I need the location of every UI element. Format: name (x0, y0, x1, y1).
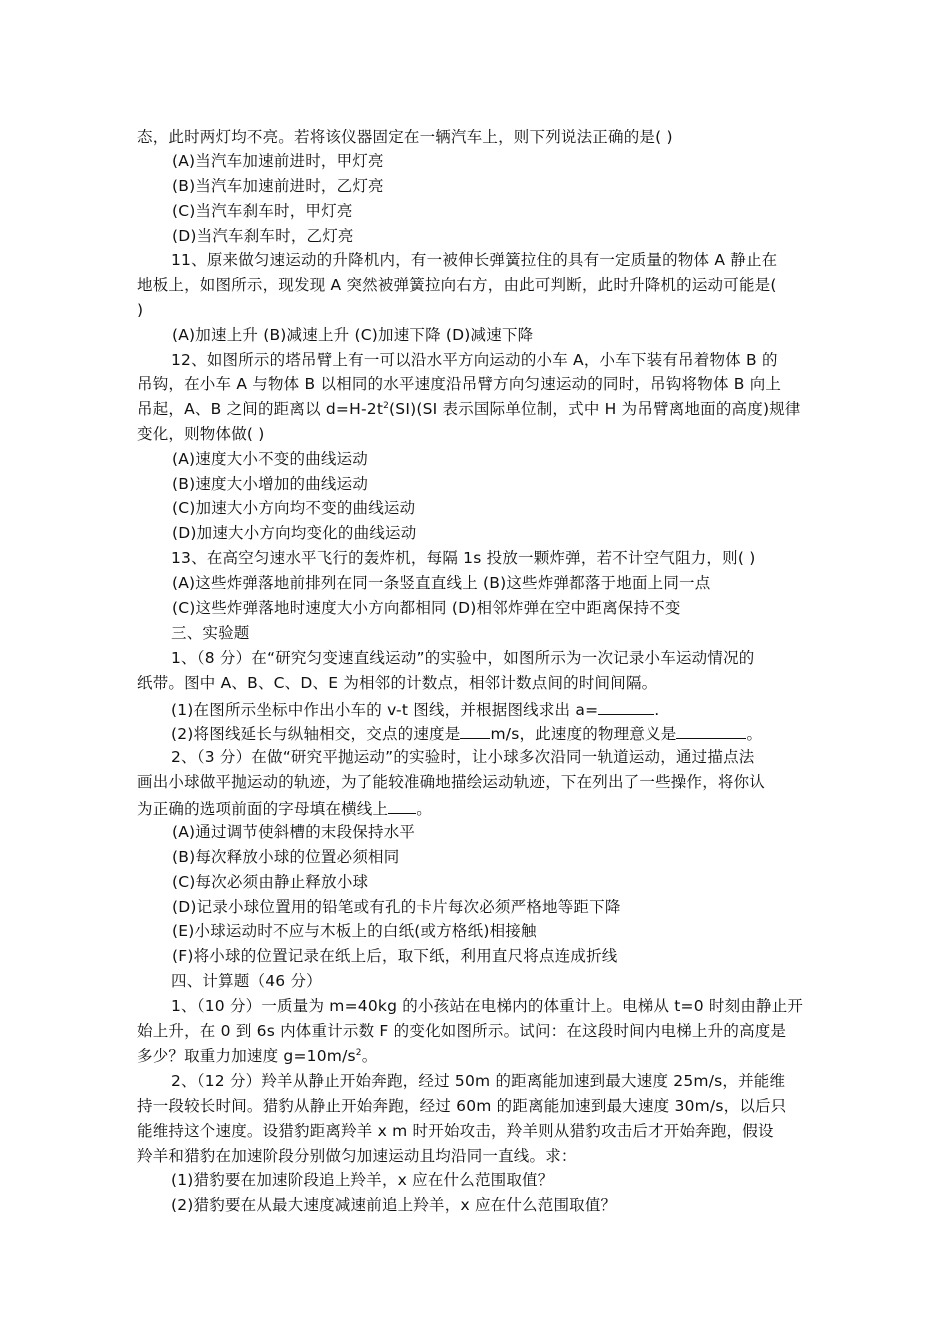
text-segment: 为正确的选项前面的字母填在横线上 (137, 800, 389, 818)
sub-question-2: (2)猎豹要在从最大速度减速前追上羚羊，x 应在什么范围取值？ (171, 1196, 617, 1214)
text-segment: 。 (416, 800, 432, 818)
option-d: (D)当汽车刹车时，乙灯亮 (172, 227, 354, 245)
text-segment: 吊起，A、B 之间的距离以 d=H-2t (137, 400, 384, 418)
text-line (137, 1046, 377, 1066)
sub-question-1 (171, 698, 659, 720)
section-heading: 四、计算题（46 分） (171, 972, 322, 990)
option-b: (B)速度大小增加的曲线运动 (172, 475, 369, 493)
options-row: (A)加速上升 (B)减速上升 (C)加速下降 (D)减速下降 (172, 326, 534, 344)
text-line: 羚羊和猎豹在加速阶段分别做匀加速运动且均沿同一直线。求： (137, 1147, 577, 1165)
text-segment: m/s，此速度的物理意义是 (490, 725, 677, 743)
text-segment: 。 (361, 1047, 378, 1065)
question-12: 12、如图所示的塔吊臂上有一可以沿水平方向运动的小车 A，小车下装有吊着物体 B 的 (171, 351, 778, 369)
text-segment: (1)在图所示坐标中作出小车的 v-t 图线，并根据图线求出 a= (171, 701, 599, 719)
text-line: 变化，则物体做( ) (137, 425, 265, 443)
option-a: (A)通过调节使斜槽的末段保持水平 (172, 823, 416, 841)
text-line: 地板上，如图所示，现发现 A 突然被弹簧拉向右方，由此可判断，此时升降机的运动可能是( (137, 276, 777, 294)
text-segment: 。 (746, 725, 763, 743)
text-line (137, 797, 432, 819)
question-13: 13、在高空匀速水平飞行的轰炸机，每隔 1s 投放一颗炸弹，若不计空气阻力，则( ) (171, 549, 756, 567)
question-11: 11、原来做匀速运动的升降机内，有一被伸长弹簧拉住的具有一定质量的物体 A 静止在 (171, 251, 778, 269)
option-d: (D)记录小球位置用的铅笔或有孔的卡片每次必须严格地等距下降 (172, 898, 621, 916)
experiment-2: 2、（3 分）在做“研究平抛运动”的实验时，让小球多次沿同一轨道运动，通过描点法 (171, 748, 755, 766)
text-line: ) (137, 301, 144, 319)
text-segment: (SI)(SI 表示国际单位制，式中 H 为吊臂离地面的高度)规律 (389, 400, 801, 418)
text-line: 吊钩，在小车 A 与物体 B 以相同的水平速度沿吊臂方向匀速运动的同时，吊钩将物体 B 向上 (137, 375, 782, 393)
text-line: 画出小球做平抛运动的轨迹，为了能较准确地描绘运动轨迹，下在列出了一些操作，将你认 (137, 773, 766, 791)
answer-blank[interactable] (460, 722, 490, 739)
text-line (137, 399, 801, 419)
answer-blank[interactable] (676, 722, 746, 739)
superscript: 2 (383, 400, 390, 411)
experiment-1: 1、（8 分）在“研究匀变速直线运动”的实验中，如图所示为一次记录小车运动情况的 (171, 649, 755, 667)
text-line: 持一段较长时间。猎豹从静止开始奔跑，经过 60m 的距离能加速到最大速度 30m/s，以后只 (137, 1097, 787, 1115)
options-row: (C)这些炸弹落地时速度大小方向都相同 (D)相邻炸弹在空中距离保持不变 (172, 599, 681, 617)
option-e: (E)小球运动时不应与木板上的白纸(或方格纸)相接触 (172, 922, 537, 940)
section-heading: 三、实验题 (171, 624, 250, 642)
sub-question-1: (1)猎豹要在加速阶段追上羚羊，x 应在什么范围取值？ (171, 1171, 554, 1189)
text-line: 始上升，在 0 到 6s 内体重计示数 F 的变化如图所示。试问：在这段时间内电梯上升的高度是 (137, 1022, 787, 1040)
option-a: (A)当汽车加速前进时，甲灯亮 (172, 152, 384, 170)
superscript: 2 (355, 1047, 362, 1058)
option-d: (D)加速大小方向均变化的曲线运动 (172, 524, 417, 542)
option-c: (C)加速大小方向均不变的曲线运动 (172, 499, 416, 517)
option-c: (C)当汽车刹车时，甲灯亮 (172, 202, 353, 220)
text-line: 能维持这个速度。设猎豹距离羚羊 x m 时开始攻击，羚羊则从猎豹攻击后才开始奔跑，假设 (137, 1122, 774, 1140)
answer-blank[interactable] (598, 698, 654, 715)
answer-blank[interactable] (388, 797, 416, 814)
option-c: (C)每次必须由静止释放小球 (172, 873, 369, 891)
text-segment: (2)将图线延长与纵轴相交，交点的速度是 (171, 725, 461, 743)
option-b: (B)每次释放小球的位置必须相同 (172, 848, 400, 866)
text-segment: . (654, 701, 660, 719)
text-line: 纸带。图中 A、B、C、D、E 为相邻的计数点，相邻计数点间的时间间隔。 (137, 674, 658, 692)
text-line: 态，此时两灯均不亮。若将该仪器固定在一辆汽车上，则下列说法正确的是( ) (137, 128, 673, 146)
calc-question-2: 2、（12 分）羚羊从静止开始奔跑，经过 50m 的距离能加速到最大速度 25m/s，并能维 (171, 1072, 786, 1090)
option-a: (A)速度大小不变的曲线运动 (172, 450, 368, 468)
calc-question-1: 1、（10 分）一质量为 m=40kg 的小孩站在电梯内的体重计上。电梯从 t=0 时刻由静止开 (171, 997, 804, 1015)
text-segment: 多少？取重力加速度 g=10m/s (137, 1047, 356, 1065)
sub-question-2 (171, 722, 762, 744)
options-row: (A)这些炸弹落地前排列在同一条竖直直线上 (B)这些炸弹都落于地面上同一点 (172, 574, 711, 592)
option-b: (B)当汽车加速前进时，乙灯亮 (172, 177, 384, 195)
option-f: (F)将小球的位置记录在纸上后，取下纸，利用直尺将点连成折线 (172, 947, 618, 965)
